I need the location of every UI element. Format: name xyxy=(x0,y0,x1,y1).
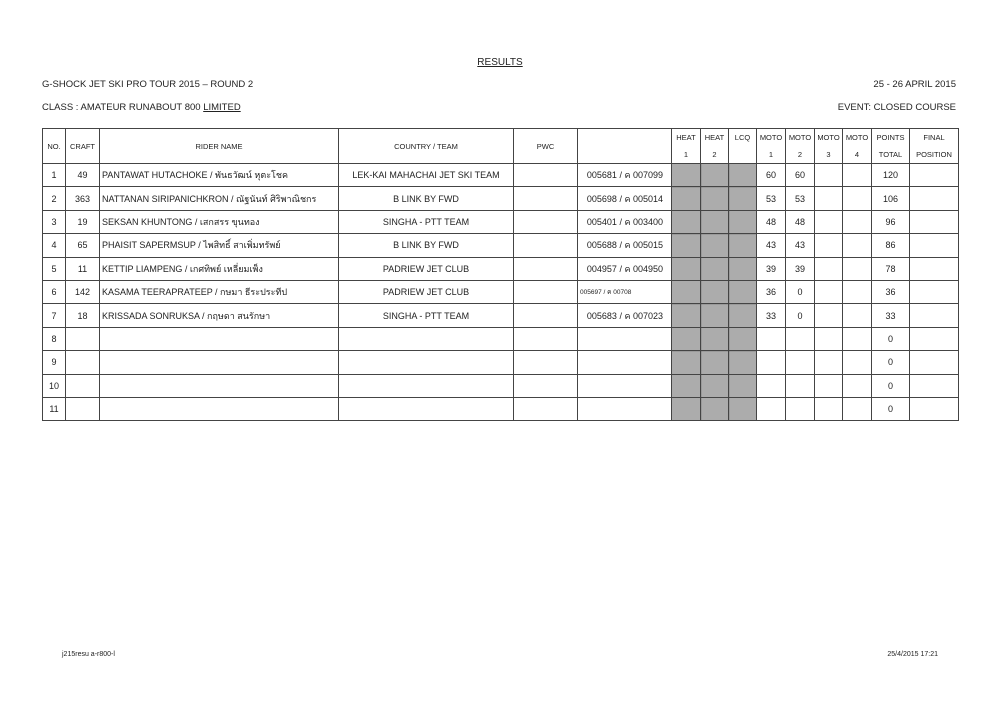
cell-pwc xyxy=(514,351,578,374)
cell-position xyxy=(910,280,959,303)
cell-rider xyxy=(100,397,339,420)
cell-total: 120 xyxy=(872,164,910,187)
cell-heat-1 xyxy=(672,280,701,303)
col-rider: RIDER NAME xyxy=(100,129,339,164)
cell-rider xyxy=(100,351,339,374)
cell-moto-4 xyxy=(843,374,872,397)
cell-moto-1: 33 xyxy=(757,304,786,327)
cell-pwc xyxy=(514,257,578,280)
cell-craft: 49 xyxy=(66,164,100,187)
cell-total: 0 xyxy=(872,351,910,374)
cell-pwc-number xyxy=(578,351,672,374)
cell-no: 8 xyxy=(43,327,66,350)
col-pwc: PWC xyxy=(514,129,578,164)
cell-team: PADRIEW JET CLUB xyxy=(339,280,514,303)
cell-moto-2: 48 xyxy=(786,210,815,233)
cell-moto-2 xyxy=(786,374,815,397)
table-row xyxy=(43,397,959,420)
cell-rider: SEKSAN KHUNTONG / เสกสรร ขุนทอง xyxy=(100,210,339,233)
cell-heat-1 xyxy=(672,187,701,210)
cell-pwc-number xyxy=(578,374,672,397)
cell-heat-2 xyxy=(701,257,729,280)
col-moto-2: MOTO xyxy=(786,129,815,147)
cell-team: B LINK BY FWD xyxy=(339,187,514,210)
cell-pwc-number xyxy=(578,327,672,350)
cell-moto-4 xyxy=(843,164,872,187)
cell-total: 78 xyxy=(872,257,910,280)
cell-pwc xyxy=(514,234,578,257)
cell-heat-2 xyxy=(701,210,729,233)
cell-lcq xyxy=(729,304,757,327)
cell-heat-1 xyxy=(672,397,701,420)
cell-moto-1: 36 xyxy=(757,280,786,303)
cell-position xyxy=(910,257,959,280)
cell-pwc-number xyxy=(578,397,672,420)
col-points: POINTS xyxy=(872,129,910,147)
cell-no: 7 xyxy=(43,304,66,327)
col-heat-1: HEAT xyxy=(672,129,701,147)
cell-pwc-number: 005698 / ค 005014 xyxy=(578,187,672,210)
cell-pwc-number: 005683 / ค 007023 xyxy=(578,304,672,327)
cell-moto-3 xyxy=(815,351,843,374)
col-moto-4-num: 4 xyxy=(843,146,872,164)
cell-moto-3 xyxy=(815,187,843,210)
cell-lcq xyxy=(729,234,757,257)
cell-lcq xyxy=(729,257,757,280)
cell-moto-1: 39 xyxy=(757,257,786,280)
cell-total: 106 xyxy=(872,187,910,210)
cell-position xyxy=(910,351,959,374)
cell-craft xyxy=(66,374,100,397)
cell-moto-4 xyxy=(843,280,872,303)
cell-position xyxy=(910,234,959,257)
cell-no: 11 xyxy=(43,397,66,420)
cell-total: 0 xyxy=(872,397,910,420)
cell-craft: 11 xyxy=(66,257,100,280)
cell-moto-4 xyxy=(843,257,872,280)
cell-team: SINGHA - PTT TEAM xyxy=(339,304,514,327)
report-code: j215resu a-r800-l xyxy=(62,651,115,658)
cell-pwc xyxy=(514,164,578,187)
col-moto-3: MOTO xyxy=(815,129,843,147)
cell-pwc xyxy=(514,327,578,350)
cell-heat-2 xyxy=(701,187,729,210)
col-heat-2-num: 2 xyxy=(701,146,729,164)
cell-craft: 18 xyxy=(66,304,100,327)
class-prefix: CLASS : AMATEUR RUNABOUT 800 xyxy=(42,102,204,113)
cell-heat-2 xyxy=(701,234,729,257)
table-row xyxy=(43,351,959,374)
cell-position xyxy=(910,327,959,350)
cell-moto-4 xyxy=(843,327,872,350)
cell-pwc-number: 005688 / ค 005015 xyxy=(578,234,672,257)
cell-lcq xyxy=(729,280,757,303)
cell-moto-2: 43 xyxy=(786,234,815,257)
col-heat-2: HEAT xyxy=(701,129,729,147)
cell-no: 10 xyxy=(43,374,66,397)
table-row xyxy=(43,187,959,210)
cell-moto-1 xyxy=(757,397,786,420)
cell-position xyxy=(910,397,959,420)
table-row xyxy=(43,257,959,280)
cell-moto-1: 60 xyxy=(757,164,786,187)
cell-pwc-number: 005681 / ค 007099 xyxy=(578,164,672,187)
cell-pwc xyxy=(514,210,578,233)
cell-team xyxy=(339,327,514,350)
cell-heat-2 xyxy=(701,280,729,303)
cell-pwc-number: 004957 / ค 004950 xyxy=(578,257,672,280)
cell-position xyxy=(910,187,959,210)
cell-total: 0 xyxy=(872,327,910,350)
cell-position xyxy=(910,164,959,187)
header-row-1 xyxy=(43,129,959,147)
cell-moto-4 xyxy=(843,187,872,210)
cell-moto-1: 48 xyxy=(757,210,786,233)
cell-moto-3 xyxy=(815,164,843,187)
cell-lcq xyxy=(729,374,757,397)
cell-no: 1 xyxy=(43,164,66,187)
col-heat-1-num: 1 xyxy=(672,146,701,164)
cell-total: 33 xyxy=(872,304,910,327)
cell-moto-2: 53 xyxy=(786,187,815,210)
table-row xyxy=(43,210,959,233)
cell-craft: 19 xyxy=(66,210,100,233)
cell-moto-3 xyxy=(815,304,843,327)
cell-position xyxy=(910,374,959,397)
cell-craft xyxy=(66,327,100,350)
cell-heat-1 xyxy=(672,257,701,280)
cell-lcq xyxy=(729,210,757,233)
col-final: FINAL xyxy=(910,129,959,147)
cell-heat-1 xyxy=(672,304,701,327)
cell-rider: KETTIP LIAMPENG / เกศทิพย์ เหลี่ยมเพ็ง xyxy=(100,257,339,280)
cell-moto-4 xyxy=(843,397,872,420)
cell-lcq xyxy=(729,351,757,374)
cell-position xyxy=(910,210,959,233)
cell-heat-2 xyxy=(701,351,729,374)
table-row xyxy=(43,327,959,350)
cell-moto-3 xyxy=(815,234,843,257)
cell-moto-3 xyxy=(815,327,843,350)
cell-moto-4 xyxy=(843,210,872,233)
cell-moto-3 xyxy=(815,280,843,303)
cell-heat-1 xyxy=(672,210,701,233)
cell-team xyxy=(339,374,514,397)
cell-heat-1 xyxy=(672,327,701,350)
cell-moto-2: 0 xyxy=(786,304,815,327)
cell-craft: 363 xyxy=(66,187,100,210)
col-pwc-number xyxy=(578,129,672,164)
cell-pwc xyxy=(514,304,578,327)
cell-moto-2: 60 xyxy=(786,164,815,187)
cell-position xyxy=(910,304,959,327)
cell-heat-1 xyxy=(672,351,701,374)
col-moto-3-num: 3 xyxy=(815,146,843,164)
cell-team xyxy=(339,351,514,374)
cell-moto-3 xyxy=(815,397,843,420)
cell-lcq xyxy=(729,327,757,350)
result-rows xyxy=(43,164,959,421)
cell-no: 5 xyxy=(43,257,66,280)
cell-pwc xyxy=(514,187,578,210)
cell-heat-2 xyxy=(701,327,729,350)
cell-lcq xyxy=(729,164,757,187)
class-suffix: LIMITED xyxy=(203,102,241,113)
cell-no: 6 xyxy=(43,280,66,303)
cell-rider xyxy=(100,327,339,350)
cell-craft xyxy=(66,351,100,374)
cell-team xyxy=(339,397,514,420)
col-no: NO. xyxy=(43,129,66,164)
cell-total: 36 xyxy=(872,280,910,303)
cell-no: 9 xyxy=(43,351,66,374)
cell-heat-2 xyxy=(701,304,729,327)
cell-moto-1 xyxy=(757,351,786,374)
cell-heat-1 xyxy=(672,234,701,257)
page-title: RESULTS xyxy=(477,57,523,68)
cell-moto-3 xyxy=(815,210,843,233)
cell-pwc-number: 005401 / ค 003400 xyxy=(578,210,672,233)
cell-craft xyxy=(66,397,100,420)
cell-no: 2 xyxy=(43,187,66,210)
cell-no: 4 xyxy=(43,234,66,257)
cell-moto-2: 0 xyxy=(786,280,815,303)
cell-moto-1: 53 xyxy=(757,187,786,210)
cell-moto-4 xyxy=(843,351,872,374)
col-position: POSITION xyxy=(910,146,959,164)
cell-craft: 142 xyxy=(66,280,100,303)
cell-moto-4 xyxy=(843,304,872,327)
cell-rider xyxy=(100,374,339,397)
results-table xyxy=(42,128,959,421)
event-type: EVENT: CLOSED COURSE xyxy=(837,102,956,113)
class-label xyxy=(42,102,241,113)
cell-moto-2 xyxy=(786,397,815,420)
col-moto-1: MOTO xyxy=(757,129,786,147)
cell-rider: NATTANAN SIRIPANICHKRON / ณัฐนันท์ ศิริพาณิชกร xyxy=(100,187,339,210)
cell-total: 0 xyxy=(872,374,910,397)
col-moto-4: MOTO xyxy=(843,129,872,147)
cell-craft: 65 xyxy=(66,234,100,257)
cell-heat-2 xyxy=(701,397,729,420)
table-row xyxy=(43,304,959,327)
table-row xyxy=(43,280,959,303)
col-lcq: LCQ xyxy=(729,129,757,147)
cell-pwc xyxy=(514,374,578,397)
cell-rider: KASAMA TEERAPRATEEP / กษมา ธีระประทีป xyxy=(100,280,339,303)
event-dates: 25 - 26 APRIL 2015 xyxy=(873,79,956,90)
col-lcq-num xyxy=(729,146,757,164)
cell-moto-2: 39 xyxy=(786,257,815,280)
cell-moto-2 xyxy=(786,351,815,374)
event-name: G-SHOCK JET SKI PRO TOUR 2015 – ROUND 2 xyxy=(42,79,254,90)
cell-no: 3 xyxy=(43,210,66,233)
cell-total: 96 xyxy=(872,210,910,233)
cell-pwc xyxy=(514,397,578,420)
cell-rider: KRISSADA SONRUKSA / กฤษดา สนรักษา xyxy=(100,304,339,327)
cell-rider: PANTAWAT HUTACHOKE / พันธวัฒน์ หุตะโชค xyxy=(100,164,339,187)
cell-team: SINGHA - PTT TEAM xyxy=(339,210,514,233)
table-row xyxy=(43,234,959,257)
cell-moto-2 xyxy=(786,327,815,350)
col-moto-2-num: 2 xyxy=(786,146,815,164)
print-timestamp: 25/4/2015 17:21 xyxy=(887,651,938,658)
cell-lcq xyxy=(729,187,757,210)
cell-rider: PHAISIT SAPERMSUP / ไพสิทธิ์ สาเพิ่มทรัพย์ xyxy=(100,234,339,257)
cell-lcq xyxy=(729,397,757,420)
cell-team: B LINK BY FWD xyxy=(339,234,514,257)
table-row xyxy=(43,374,959,397)
cell-heat-2 xyxy=(701,164,729,187)
col-moto-1-num: 1 xyxy=(757,146,786,164)
cell-heat-1 xyxy=(672,164,701,187)
cell-total: 86 xyxy=(872,234,910,257)
cell-moto-1 xyxy=(757,374,786,397)
cell-heat-2 xyxy=(701,374,729,397)
cell-team: LEK-KAI MAHACHAI JET SKI TEAM xyxy=(339,164,514,187)
col-total: TOTAL xyxy=(872,146,910,164)
cell-pwc xyxy=(514,280,578,303)
cell-moto-1: 43 xyxy=(757,234,786,257)
cell-moto-4 xyxy=(843,234,872,257)
cell-moto-3 xyxy=(815,374,843,397)
cell-moto-3 xyxy=(815,257,843,280)
col-team: COUNTRY / TEAM xyxy=(339,129,514,164)
table-row xyxy=(43,164,959,187)
cell-team: PADRIEW JET CLUB xyxy=(339,257,514,280)
cell-pwc-number: 005697 / ค 00708 xyxy=(578,280,672,303)
cell-moto-1 xyxy=(757,327,786,350)
col-craft: CRAFT xyxy=(66,129,100,164)
cell-heat-1 xyxy=(672,374,701,397)
